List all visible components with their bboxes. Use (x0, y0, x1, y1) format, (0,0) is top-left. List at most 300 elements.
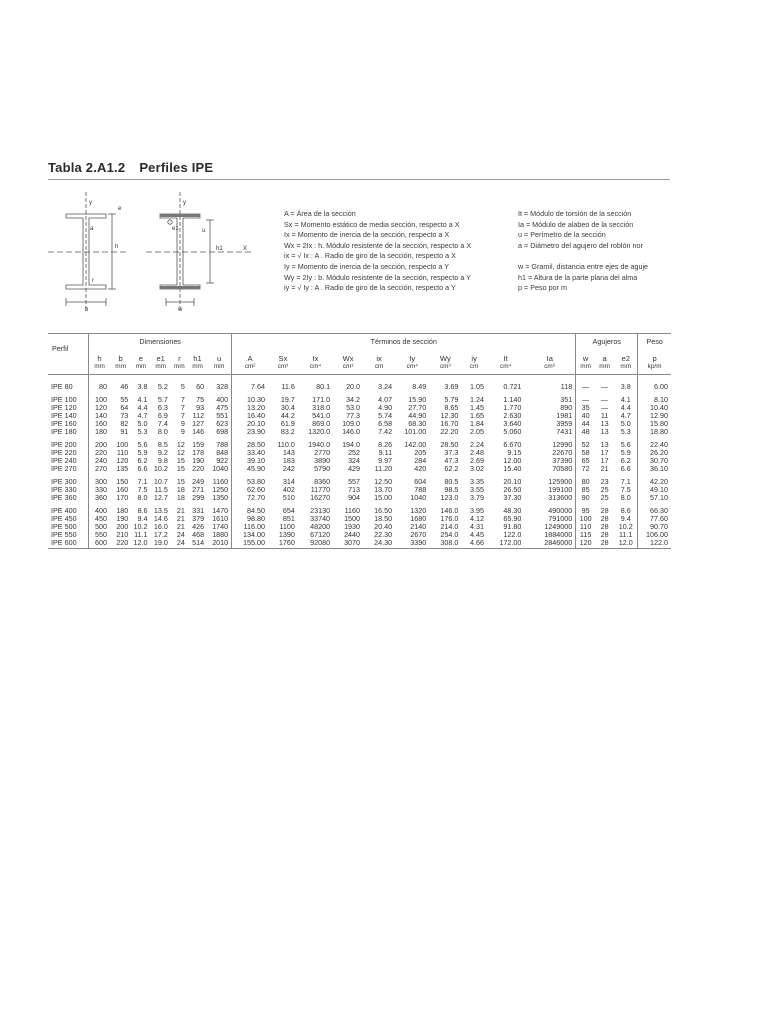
table-cell: 2.69 (469, 457, 484, 465)
table-cell: 8.49 (412, 382, 427, 391)
legend-item: p = Peso por m (518, 283, 567, 293)
header-holes: Agujeros (576, 334, 638, 349)
table-cell: 17 (600, 457, 609, 465)
table-cell: 8.6 (137, 506, 148, 515)
table-cell: 80 (576, 473, 595, 486)
table-cell: 210 (116, 531, 129, 539)
table-cell: 420 (414, 465, 427, 473)
table-cell: 80 (89, 375, 110, 392)
table-cell: 220 (192, 465, 205, 473)
column-header-it: It (503, 354, 508, 363)
table-cell: 21 (176, 515, 185, 523)
table-cell: 80.5 (444, 477, 459, 486)
table-cell: 2440 (344, 531, 361, 539)
table-cell: 125900 (548, 477, 573, 486)
table-cell: 66.30 (638, 502, 671, 515)
table-cell: 28 (600, 523, 609, 531)
table-row (48, 391, 671, 404)
table-cell: 205 (414, 449, 427, 457)
table-cell: 122.0 (638, 539, 671, 549)
table-cell: 100 (89, 391, 110, 404)
table-cell: 788 (216, 440, 229, 449)
table-cell: 5.7 (157, 395, 168, 404)
fig-label-x: X (243, 246, 248, 252)
table-cell: 4.7 (137, 412, 148, 420)
table-cell: 308.0 (429, 539, 461, 549)
table-cell: 45.90 (232, 465, 268, 473)
table-cell: 2670 (410, 531, 427, 539)
table-cell: 252 (348, 449, 361, 457)
fig-label-a: a (90, 226, 94, 232)
table-cell: 143 (282, 449, 295, 457)
column-unit: cm⁴ (298, 363, 333, 375)
table-cell: — (600, 404, 609, 412)
table-cell: 183 (282, 457, 295, 465)
table-cell: 9.4 (620, 515, 631, 523)
table-cell: 1.770 (503, 404, 522, 412)
column-unit: mm (171, 363, 188, 375)
table-cell: 426 (192, 523, 205, 531)
table-cell: 146.0 (440, 506, 459, 515)
table-cell: 8.5 (157, 440, 168, 449)
table-cell: 77.60 (638, 515, 671, 523)
table-cell: 313600 (548, 494, 573, 502)
table-cell: 15 (176, 477, 185, 486)
table-cell: 2770 (314, 449, 331, 457)
table-cell: 1040 (212, 465, 229, 473)
table-cell: 16.0 (153, 523, 168, 531)
table-cell: — (600, 382, 609, 391)
table-cell: 13.70 (374, 486, 393, 494)
table-cell: 53.80 (232, 473, 268, 486)
table-cell: 510 (282, 494, 295, 502)
legend-item: It = Módulo de torsión de la sección (518, 209, 632, 218)
column-unit: mm (131, 363, 150, 375)
column-unit: mm (188, 363, 207, 375)
legend-item: Sx = Momento estático de media sección, respecto a X (284, 219, 460, 229)
column-unit: mm (614, 363, 638, 375)
profile-name: IPE 200 (51, 440, 77, 449)
fig-label-h: h (115, 244, 119, 250)
table-cell: 6.670 (503, 440, 522, 449)
table-cell: 19.7 (280, 395, 295, 404)
table-cell: 5.6 (137, 440, 148, 449)
table-cell: 101.00 (404, 428, 427, 436)
table-cell: 13.5 (153, 506, 168, 515)
table-cell: 1500 (344, 515, 361, 523)
column-header-ix: Ix (312, 354, 319, 363)
table-cell: 34.2 (346, 395, 361, 404)
table-row (48, 523, 671, 531)
table-cell: 5.6 (620, 440, 631, 449)
table-cell: 12990 (552, 440, 573, 449)
table-cell: 28 (595, 539, 614, 549)
table-cell: 150 (116, 477, 129, 486)
table-cell: 904 (348, 494, 361, 502)
table-cell: 1610 (212, 515, 229, 523)
table-cell: 13 (600, 428, 609, 436)
table-cell: 178 (192, 449, 205, 457)
table-cell: 1930 (344, 523, 361, 531)
column-header-e: e (138, 354, 144, 363)
table-cell: 429 (348, 465, 361, 473)
table-cell: 13 (600, 420, 609, 428)
column-header-r: r (178, 354, 181, 363)
table-cell: 2.630 (503, 412, 522, 420)
table-cell: 249 (192, 477, 205, 486)
profile-name: IPE 120 (51, 404, 77, 412)
legend-item: ix = √ Ix : A . Radio de giro de la sección, respecto a X (284, 251, 456, 261)
table-cell: 3.69 (444, 382, 459, 391)
table-cell: 93 (196, 404, 205, 412)
profile-name: IPE 100 (51, 395, 77, 404)
column-header-iy: iy (471, 354, 477, 363)
table-cell: 13 (600, 440, 609, 449)
table-cell: 11.6 (281, 382, 295, 391)
table-cell: 1100 (279, 523, 295, 531)
fig-label-r: r (92, 278, 94, 284)
table-cell: 13.20 (232, 404, 268, 412)
header-profile: Perfil (48, 334, 89, 364)
table-cell: 791000 (548, 515, 573, 523)
table-cell: 40 (576, 412, 595, 420)
table-cell: 7 (180, 412, 185, 420)
table-cell: 2.48 (469, 449, 484, 457)
table-cell: 6.9 (157, 412, 168, 420)
table-cell: 72 (576, 465, 595, 473)
table-cell: 604 (414, 477, 427, 486)
table-cell: 62.2 (444, 465, 459, 473)
table-cell: 77.3 (346, 412, 361, 420)
fig-label-e: e (118, 206, 122, 212)
table-cell: 1880 (212, 531, 229, 539)
table-cell: 48 (576, 428, 595, 436)
profile-name: IPE 300 (51, 477, 77, 486)
table-cell: 1350 (212, 494, 229, 502)
profile-name: IPE 550 (51, 531, 77, 539)
table-cell: 475 (216, 404, 229, 412)
table-cell: 6.2 (620, 457, 631, 465)
table-cell: — (576, 391, 595, 404)
column-header-e1: e1 (156, 354, 165, 363)
table-cell: 9.97 (378, 457, 393, 465)
profile-name: IPE 160 (51, 420, 77, 428)
table-cell: 9.8 (157, 457, 168, 465)
table-cell: 194.0 (342, 440, 361, 449)
table-cell: 1884000 (544, 531, 573, 539)
table-cell: 15 (176, 465, 185, 473)
table-cell: 28.50 (440, 440, 459, 449)
table-cell: 20.40 (374, 523, 393, 531)
table-cell: 550 (89, 531, 110, 539)
column-header-w: w (576, 348, 595, 363)
table-cell: 11770 (310, 486, 331, 494)
table-cell: 8.0 (620, 494, 631, 502)
table-cell: 1390 (278, 531, 295, 539)
table-cell: 127 (192, 420, 205, 428)
table-cell: 5.2 (157, 382, 168, 391)
table-cell: 1040 (410, 494, 427, 502)
table-cell: 351 (560, 395, 573, 404)
table-cell: 46 (120, 382, 129, 391)
row-group (48, 391, 671, 436)
table-row (48, 539, 671, 549)
legend-left (284, 209, 516, 294)
table-cell: 698 (216, 428, 229, 436)
table-cell: 17 (600, 449, 609, 457)
table-cell: 22.20 (440, 428, 459, 436)
table-cell: 42.20 (638, 473, 671, 486)
table-row (48, 457, 671, 465)
table-row (48, 428, 671, 436)
table-cell: 2010 (207, 539, 232, 549)
table-cell: 4.31 (469, 523, 484, 531)
table-cell: 7.4 (157, 420, 168, 428)
table-cell: 3.35 (469, 477, 484, 486)
table-cell: 65.90 (503, 515, 522, 523)
legend-item: A = Área de la sección (284, 209, 356, 218)
legend-item: iy = √ Iy : A . Radio de giro de la sección, respecto a Y (284, 283, 456, 293)
table-cell: 30.70 (638, 457, 671, 465)
table-cell: 91.80 (503, 523, 522, 531)
table-cell: 1981 (556, 412, 573, 420)
table-cell: 26.50 (503, 486, 522, 494)
table-cell: 12.30 (440, 412, 459, 420)
table-cell: 200 (89, 436, 110, 449)
fig-label-y-left: y (89, 200, 92, 206)
legend-item: Wx = 2Ix : h. Módulo resistente de la sección, respecto a X (284, 240, 472, 250)
profile-name: IPE 180 (51, 428, 77, 436)
table-cell: 160 (89, 420, 110, 428)
table-cell: 8360 (314, 477, 331, 486)
fig-label-h1: h1 (216, 246, 223, 252)
legend-item (518, 251, 673, 262)
table-cell: 1249000 (544, 523, 573, 531)
table-cell: 23.90 (232, 428, 268, 436)
legend-right (518, 209, 673, 294)
table-row (48, 465, 671, 473)
table-cell: 24.30 (363, 539, 395, 549)
table-cell: 4.90 (378, 404, 393, 412)
table-cell: 37390 (552, 457, 573, 465)
row-group (48, 502, 671, 549)
table-cell: 68.30 (408, 420, 427, 428)
table-cell: 12.0 (131, 539, 150, 549)
table-cell: 8.0 (157, 428, 168, 436)
table-cell: 551 (216, 412, 229, 420)
column-unit: mm (110, 363, 131, 375)
table-cell: 122.0 (503, 531, 522, 539)
table-cell: 1680 (410, 515, 427, 523)
table-cell: 27.70 (408, 404, 427, 412)
table-cell: 1.65 (469, 412, 484, 420)
table-row (48, 412, 671, 420)
table-cell: 21 (176, 506, 185, 515)
table-cell: 270 (89, 465, 110, 473)
table-cell: 106.00 (638, 531, 671, 539)
table-cell: 12.90 (638, 412, 671, 420)
table-cell: 75 (196, 395, 205, 404)
table-cell: 44 (576, 420, 595, 428)
table-cell: 9 (180, 428, 185, 436)
profile-name: IPE 400 (51, 506, 77, 515)
table-cell: 7.64 (232, 375, 268, 392)
table-cell: 450 (89, 515, 110, 523)
table-cell: 5.9 (137, 449, 148, 457)
table-cell: 200 (116, 523, 129, 531)
table-cell: 5.74 (378, 412, 393, 420)
table-cell: 324 (348, 457, 361, 465)
table-cell: 12.0 (614, 539, 638, 549)
table-cell: 146.0 (342, 428, 361, 436)
table-cell: 37.30 (503, 494, 522, 502)
table-cell: 140 (89, 412, 110, 420)
legend-item: a = Diámetro del agujero del roblón nor (518, 240, 643, 250)
table-row (48, 494, 671, 502)
legend-item: Ix = Momento de inercia de la sección, respecto a X (284, 230, 450, 240)
table-cell: 271 (192, 486, 205, 494)
table-cell: 490000 (548, 506, 573, 515)
table-cell: 3.02 (469, 465, 484, 473)
table-cell: 254.0 (440, 531, 459, 539)
profile-name: IPE 600 (48, 539, 89, 549)
table-cell: 400 (89, 502, 110, 515)
column-header-u: u (217, 354, 222, 363)
table-cell: 12.7 (153, 494, 168, 502)
profile-name: IPE 330 (51, 486, 77, 494)
table-cell: 5790 (314, 465, 331, 473)
header-dimensions: Dimensiones (89, 334, 232, 349)
table-cell: 120 (116, 457, 129, 465)
table-cell: 100 (116, 440, 129, 449)
table-row (48, 436, 671, 449)
column-header-a: a (602, 354, 607, 363)
profile-name: IPE 240 (51, 457, 77, 465)
ipe-table (48, 333, 671, 549)
table-cell: 788 (414, 486, 427, 494)
table-cell: 5.3 (620, 428, 631, 436)
table-cell: 22.30 (374, 531, 393, 539)
table-cell: 37.3 (444, 449, 459, 457)
table-row (48, 473, 671, 486)
table-cell: 26.20 (638, 449, 671, 457)
table-cell: 18 (176, 494, 185, 502)
table-cell: 3890 (314, 457, 331, 465)
table-cell: 713 (348, 486, 361, 494)
fig-label-u: u (202, 228, 206, 234)
table-cell: 62.60 (232, 486, 268, 494)
table-cell: 8.26 (378, 440, 393, 449)
table-cell: 402 (282, 486, 295, 494)
table-cell: 6.3 (157, 404, 168, 412)
table-cell: 557 (348, 477, 361, 486)
table-cell: 80.1 (316, 382, 331, 391)
table-cell: 7 (180, 404, 185, 412)
table-cell: 22.40 (638, 436, 671, 449)
table-cell: 8.65 (444, 404, 459, 412)
table-cell: 4.4 (620, 404, 631, 412)
column-unit: mm (576, 363, 595, 375)
column-header-sx: Sx (278, 354, 288, 363)
table-cell: 7431 (556, 428, 573, 436)
table-cell: 142.00 (404, 440, 427, 449)
row-group (48, 436, 671, 473)
table-cell: 4.1 (620, 395, 631, 404)
column-unit: cm (363, 363, 395, 375)
profile-name: IPE 450 (51, 515, 77, 523)
table-cell: 170 (116, 494, 129, 502)
table-cell: 4.4 (137, 404, 148, 412)
table-cell: 1.140 (503, 395, 522, 404)
table-cell: 12.00 (503, 457, 522, 465)
table-cell: 328 (216, 382, 229, 391)
table-row (48, 486, 671, 494)
legend-item: Iy = Momento de inercia de la sección, respecto a Y (284, 261, 450, 271)
table-cell: 3.640 (503, 420, 522, 428)
page-title (48, 160, 213, 175)
table-cell: 109.0 (342, 420, 361, 428)
table-cell: 58 (576, 449, 595, 457)
table-cell: 4.12 (469, 515, 484, 523)
profile-name: IPE 500 (51, 523, 77, 531)
table-cell: 214.0 (440, 523, 459, 531)
column-header-p: p (638, 348, 671, 363)
table-cell: 1250 (212, 486, 229, 494)
table-cell: 110.0 (277, 440, 295, 449)
column-header-wy: Wy (439, 354, 451, 363)
column-unit: cm⁶ (524, 363, 575, 375)
table-cell: 199100 (548, 486, 573, 494)
table-cell: — (576, 375, 595, 392)
table-cell: 1160 (212, 477, 229, 486)
table-cell: 24 (171, 539, 188, 549)
row-group (48, 473, 671, 502)
table-cell: 11.1 (134, 531, 148, 539)
table-cell: 1760 (268, 539, 298, 549)
table-cell: 23130 (310, 506, 331, 515)
table-cell: 100 (576, 515, 595, 523)
table-cell: 5.0 (137, 420, 148, 428)
column-header-b: b (118, 354, 123, 363)
table-cell: 10.2 (618, 523, 633, 531)
table-cell: 15.40 (503, 465, 522, 473)
table-cell: 61.9 (280, 420, 295, 428)
table-cell: 12 (176, 440, 185, 449)
column-unit: cm⁴ (395, 363, 429, 375)
column-header-ia: Ia (546, 354, 553, 363)
table-cell: 190 (116, 515, 129, 523)
profile-name: IPE 270 (51, 465, 77, 473)
table-cell: 8.10 (638, 391, 671, 404)
table-cell: 19.0 (151, 539, 171, 549)
table-cell: 1940.0 (308, 440, 331, 449)
table-cell: 11.1 (618, 531, 633, 539)
table-cell: 3.79 (469, 494, 484, 502)
legend-item: Ia = Módulo de alabeo de la sección (518, 219, 634, 229)
table-row (48, 375, 671, 392)
table-cell: 20.10 (503, 477, 522, 486)
table-cell: 4.07 (378, 395, 393, 404)
table-cell: 1.24 (469, 395, 484, 404)
table-cell: 28.50 (232, 436, 268, 449)
column-unit: mm (207, 363, 232, 375)
table-cell: 176.0 (440, 515, 459, 523)
table-cell: 22670 (552, 449, 573, 457)
table-cell: 379 (192, 515, 205, 523)
title-rule (48, 179, 670, 180)
table-cell: 10.2 (153, 465, 168, 473)
column-header-ix: ix (376, 354, 382, 363)
